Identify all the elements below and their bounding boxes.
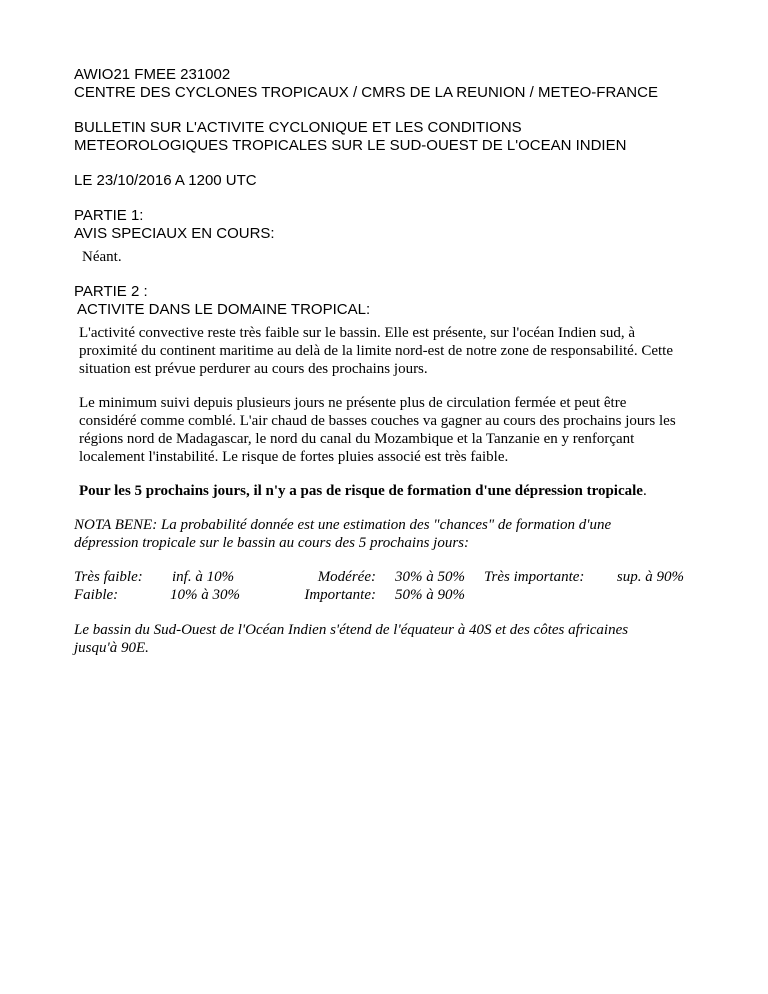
forecast-summary (74, 482, 714, 500)
title-line-1: BULLETIN SUR L'ACTIVITE CYCLONIQUE ET LES CONDITIONS (74, 119, 522, 136)
part2-paragraph-2 (74, 394, 714, 466)
bulletin-document (74, 66, 714, 657)
nota-bene (74, 516, 714, 552)
title-line-2: METEOROLOGIQUES TROPICALES SUR LE SUD-OUEST DE L'OCEAN INDIEN (74, 137, 627, 154)
legend-category (484, 586, 610, 604)
legend-category: Modérée: (317, 569, 376, 585)
legend-range: 30% à 50% (395, 569, 465, 585)
part1-label: PARTIE 1: (74, 207, 144, 224)
paragraph-line: proximité du continent maritime au delà de la limite nord-est de notre zone de responsabilité. Cette (79, 343, 673, 359)
legend-category: Importante: (304, 587, 376, 603)
probability-legend-table (74, 568, 684, 604)
legend-range: inf. à 10% (172, 569, 235, 585)
header-block (74, 66, 714, 102)
part2-label: PARTIE 2 : (74, 283, 148, 300)
paragraph-line: régions nord de Madagascar, le nord du canal du Mozambique et la Tanzanie en y renforçant (79, 431, 635, 447)
part2-paragraph-1 (74, 324, 714, 378)
part2-section (74, 283, 714, 319)
nota-line-2: dépression tropicale sur le bassin au cours des 5 prochains jours: (74, 535, 469, 551)
bulletin-code: AWIO21 FMEE 231002 (74, 66, 231, 83)
paragraph-line: situation est prévue perdurer au cours des prochains jours. (79, 361, 428, 377)
basin-definition (74, 621, 714, 657)
legend-category: Faible: (74, 587, 119, 603)
legend-category: Très importante: (484, 569, 585, 585)
bulletin-title (74, 119, 714, 155)
part1-content: Néant. (82, 249, 122, 265)
paragraph-line: considéré comme comblé. L'air chaud de basses couches va gagner au cours des prochains jours les (79, 413, 676, 429)
basin-line-1: Le bassin du Sud-Ouest de l'Océan Indien s'étend de l'équateur à 40S et des côtes africaines (74, 622, 629, 638)
part1-section (74, 207, 714, 243)
forecast-summary-text: Pour les 5 prochains jours, il n'y a pas de risque de formation d'une dépression tropicale (79, 483, 643, 499)
legend-range: sup. à 90% (616, 569, 684, 585)
legend-range: 10% à 30% (170, 587, 240, 603)
nota-line-1: NOTA BENE: La probabilité donnée est une estimation des "chances" de formation d'une (74, 517, 612, 533)
legend-row-2 (74, 586, 684, 604)
paragraph-line: localement l'instabilité. Le risque de fortes pluies associé est très faible. (79, 449, 509, 465)
basin-line-2: jusqu'à 90E. (74, 640, 149, 656)
bulletin-date: LE 23/10/2016 A 1200 UTC (74, 172, 257, 189)
part1-heading: AVIS SPECIAUX EN COURS: (74, 225, 275, 242)
issuing-center: CENTRE DES CYCLONES TROPICAUX / CMRS DE LA REUNION / METEO-FRANCE (74, 84, 658, 101)
legend-category: Très faible: (74, 569, 143, 585)
legend-range: 50% à 90% (395, 587, 465, 603)
forecast-summary-period: . (642, 483, 647, 499)
legend-range (610, 586, 684, 604)
paragraph-line: Le minimum suivi depuis plusieurs jours ne présente plus de circulation fermée et peut être (79, 395, 627, 411)
legend-row-1 (74, 568, 684, 586)
paragraph-line: L'activité convective reste très faible sur le bassin. Elle est présente, sur l'océan Indien sud, à (79, 325, 636, 341)
part2-heading: ACTIVITE DANS LE DOMAINE TROPICAL: (77, 301, 371, 318)
